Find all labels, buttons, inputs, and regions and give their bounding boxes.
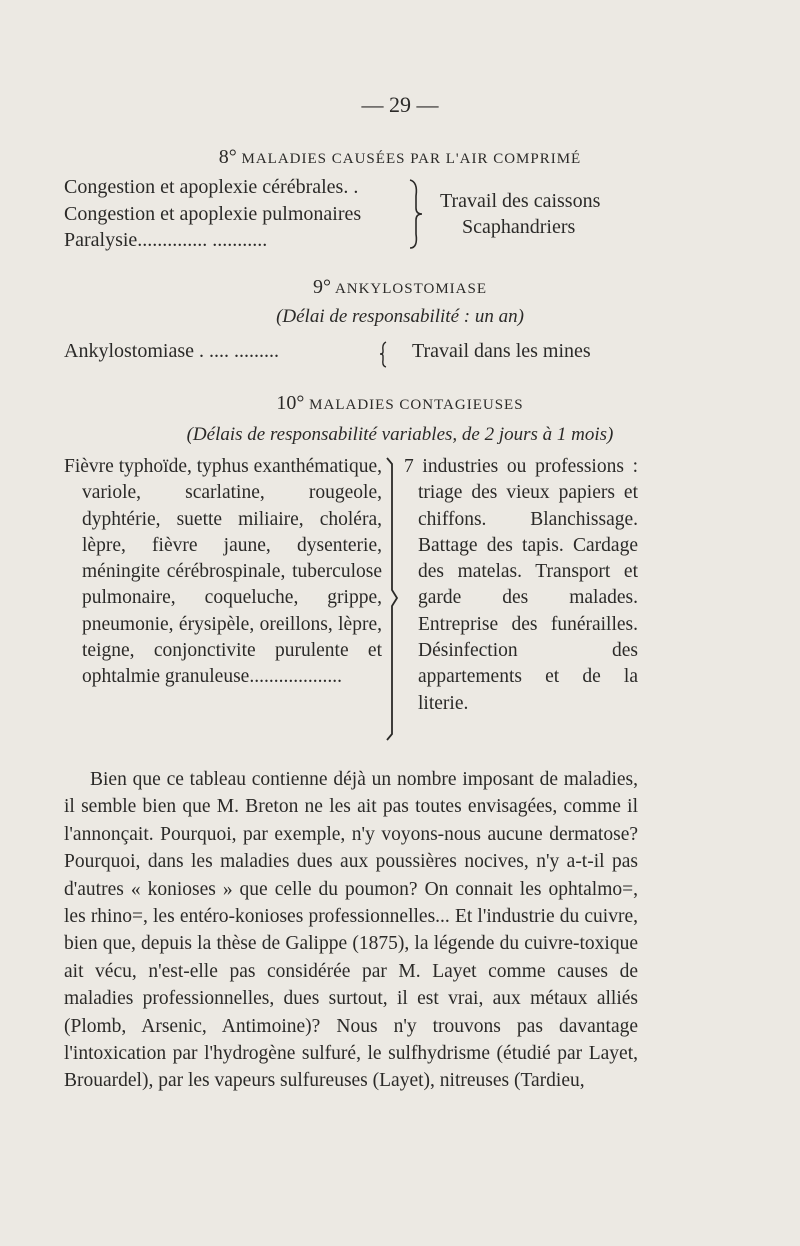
section-10-title: MALADIES CONTAGIEUSES [309,397,524,413]
section-10-number: 10° [276,392,305,414]
page-number: — 29 — [361,92,439,117]
section-9-delay: (Délai de responsabilité : un an) [276,306,524,327]
s8-right-1: Travail des caissons [440,190,601,212]
section-8-title: MALADIES CAUSÉES PAR L'AIR COMPRIMÉ [241,151,582,167]
s10-brace [384,456,402,742]
section-10-delay: (Délais de responsabilité variables, de 2 jours à 1 mois) [186,424,614,445]
s8-item-3: Paralysie.............. ........... [64,229,268,251]
s8-item-2: Congestion et apoplexie pulmonaires [64,203,362,225]
section-9-heading [60,276,740,299]
s10-diseases [64,454,382,691]
s9-item: Ankylostomiase . .... ......... [64,340,279,362]
s10-industries-text: 7 industries ou professions : triage des vieux papiers et chiffons. Blanchissage. Battage des tapis. Cardage des matelas. Transport et garde des malades. Entreprise des funérailles. Désinfection des appartements et de la literie. [404,456,638,714]
s10-diseases-text: Fièvre typhoïde, typhus exanthématique, variole, scarlatine, rougeole, dyphtérie, suette miliaire, choléra, lèpre, fièvre jaune, dysenterie, méningite cérébrospinale, tuberculose pulmonaire, coqueluche, grippe, pneumonie, érysipèle, oreillons, lèpre, teigne, conjonctivite purulente et ophtalmie granuleuse................... [64,456,382,688]
section-9-title: ANKYLOSTOMIASE [334,281,487,297]
s8-brace [404,176,428,252]
section-8-heading [60,146,740,169]
s8-item-1: Congestion et apoplexie cérébrales. . [64,176,359,198]
section-8-number: 8° [218,146,237,168]
s9-right: Travail dans les mines [412,340,591,362]
section-9-number: 9° [313,276,331,298]
section-10-heading [60,392,740,415]
body-paragraph-text: Bien que ce tableau contienne déjà un nombre imposant de maladies, il semble bien que M. Breton ne les ait pas toutes envisagées, comme il l'annonçait. Pourquoi, par exemple, n'y voyons-nous aucune dermatose? Pourquoi, dans les maladies dues aux poussières nocives, n'y a-t-il pas d'autres « konioses » que celle du poumon? On connait les ophtalmo=, les rhino=, les entéro-konioses professionnelles... Et l'industrie du cuivre, bien que, depuis la thèse de Galippe (1875), la légende du cuivre-toxique ait vécu, n'est-elle pas considérée par M. Layet comme causes de maladies professionnelles, dues surtout, il est vrai, aux métaux alliés (Plomb, Arsenic, Antimoine)? Nous n'y trouvons pas davantage l'intoxication par l'hydrogène sulfuré, le sulfhydrisme (étudié par Layet, Brouardel), par les vapeurs sulfureuses (Layet), nitreuses (Tardieu, [64,769,638,1092]
s10-industries [404,454,638,717]
s8-right-2: Scaphandriers [462,216,576,238]
body-paragraph [64,766,638,1095]
s9-brace [376,340,392,368]
